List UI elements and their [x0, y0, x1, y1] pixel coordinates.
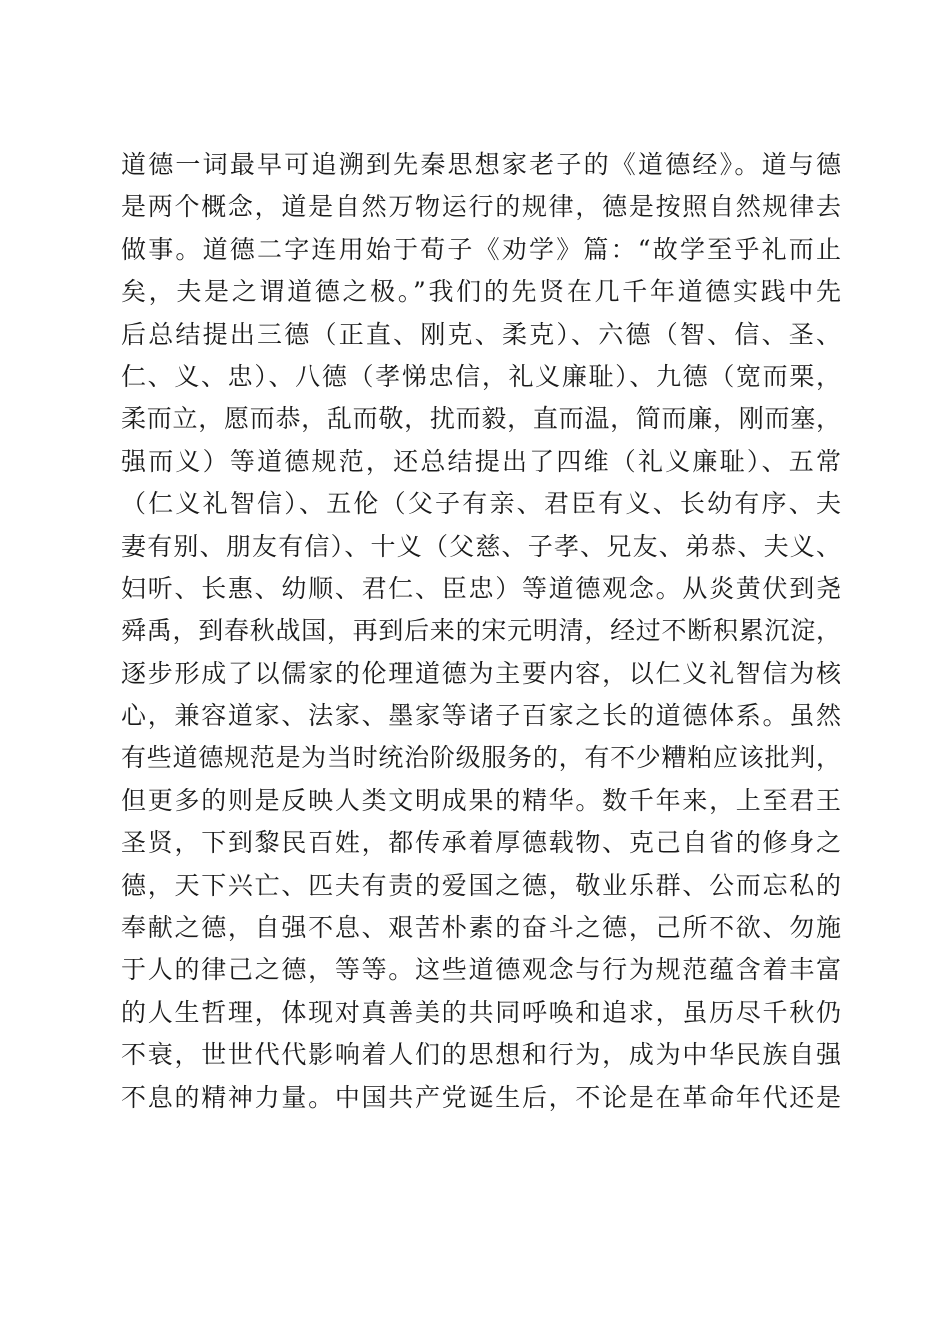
text-line: 奉献之德，自强不息、艰苦朴素的奋斗之德，己所不欲、勿施 — [121, 913, 841, 943]
text-line: 舜禹，到春秋战国，再到后来的宋元明清，经过不断积累沉淀， — [121, 616, 841, 646]
text-line: 不息的精神力量。中国共产党诞生后，不论是在革命年代还是 — [121, 1082, 841, 1112]
text-line: （仁义礼智信）、五伦（父子有亲、君臣有义、长幼有序、夫 — [121, 489, 841, 519]
text-line: 强而义）等道德规范，还总结提出了四维（礼义廉耻）、五常 — [121, 446, 841, 476]
text-line: 做事。道德二字连用始于荀子《劝学》篇：“故学至乎礼而止 — [121, 234, 841, 264]
text-line: 矣，夫是之谓道德之极。”我们的先贤在几千年道德实践中先 — [121, 277, 841, 307]
body-paragraph — [121, 144, 841, 1119]
text-line: 于人的律己之德，等等。这些道德观念与行为规范蕴含着丰富 — [121, 955, 841, 985]
text-line: 仁、义、忠）、八德（孝悌忠信，礼义廉耻）、九德（宽而栗， — [121, 361, 841, 391]
text-line: 不衰，世世代代影响着人们的思想和行为，成为中华民族自强 — [121, 1040, 841, 1070]
text-line: 圣贤，下到黎民百姓，都传承着厚德载物、克己自省的修身之 — [121, 828, 841, 858]
text-line: 逐步形成了以儒家的伦理道德为主要内容，以仁义礼智信为核 — [121, 658, 841, 688]
text-line: 的人生哲理，体现对真善美的共同呼唤和追求，虽历尽千秋仍 — [121, 997, 841, 1027]
text-line: 妇听、长惠、幼顺、君仁、臣忠）等道德观念。从炎黄伏到尧 — [121, 573, 841, 603]
text-line: 但更多的则是反映人类文明成果的精华。数千年来，上至君王 — [121, 785, 841, 815]
text-line: 后总结提出三德（正直、刚克、柔克）、六德（智、信、圣、 — [121, 319, 841, 349]
text-line: 心，兼容道家、法家、墨家等诸子百家之长的道德体系。虽然 — [121, 701, 841, 731]
text-line: 柔而立，愿而恭，乱而敬，扰而毅，直而温，简而廉，刚而塞， — [121, 404, 841, 434]
text-line: 德，天下兴亡、匹夫有责的爱国之德，敬业乐群、公而忘私的 — [121, 870, 841, 900]
text-line: 是两个概念，道是自然万物运行的规律，德是按照自然规律去 — [121, 192, 841, 222]
text-line: 道德一词最早可追溯到先秦思想家老子的《道德经》。道与德 — [121, 150, 841, 179]
text-line: 妻有别、朋友有信）、十义（父慈、子孝、兄友、弟恭、夫义、 — [121, 531, 841, 561]
text-line: 有些道德规范是为当时统治阶级服务的，有不少糟粕应该批判， — [121, 743, 841, 773]
